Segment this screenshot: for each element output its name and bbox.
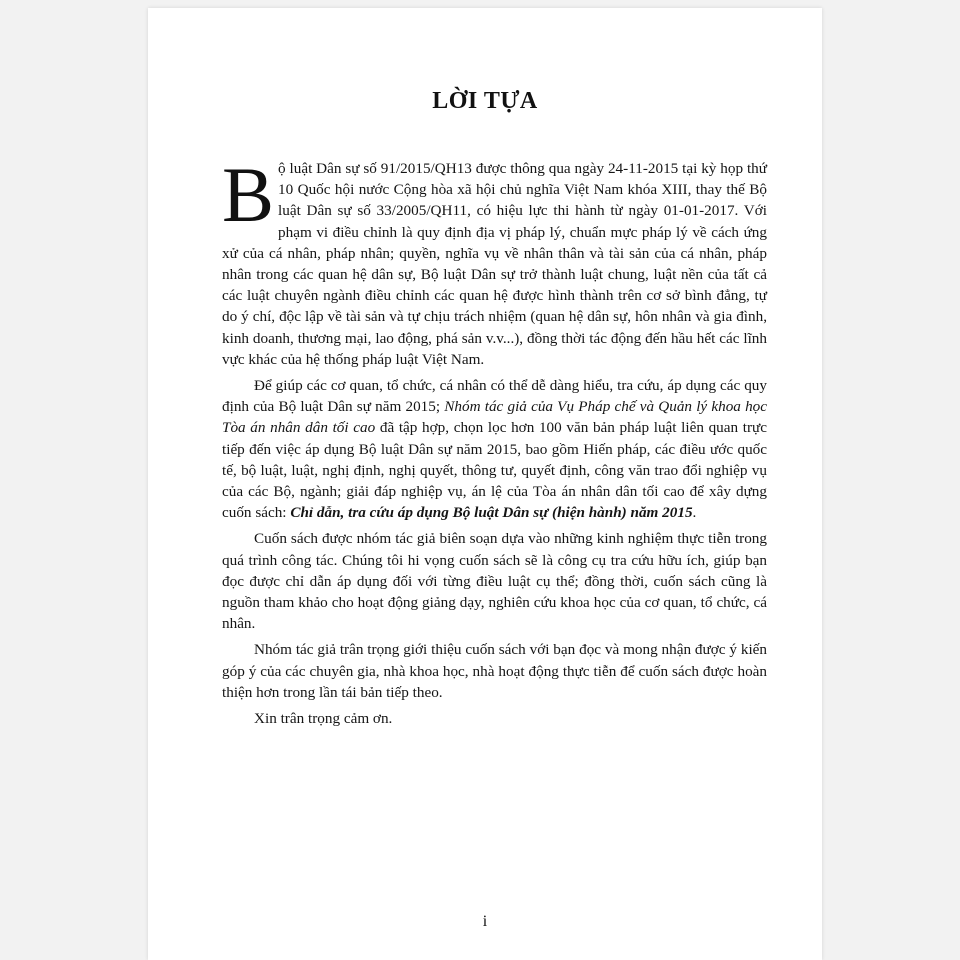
paragraph-1-text: ộ luật Dân sự số 91/2015/QH13 được thông qua ngày 24-11-2015 tại kỳ họp thứ 10 Quốc hội nước Cộng hòa xã hội chủ nghĩa Việt Nam khóa XIII, thay thế Bộ luật Dân sự số 33/2005/QH11, có hiệu lực thi hành từ ngày 01-01-2017. Với phạm vi điều chỉnh là quy định địa vị pháp lý, chuẩn mực pháp lý về cách ứng xử của cá nhân, pháp nhân; quyền, nghĩa vụ về nhân thân và tài sản của cá nhân, pháp nhân trong các quan hệ dân sự, Bộ luật Dân sự trở thành luật chung, luật nền của tất cả các luật chuyên ngành điều chỉnh các quan hệ được hình thành trên cơ sở bình đẳng, tự do ý chí, độc lập về tài sản và tự chịu trách nhiệm (quan hệ dân sự, hôn nhân và gia đình, kinh doanh, thương mại, lao động, phá sản v.v...), đồng thời tác động đến hầu hết các lĩnh vực khác của hệ thống pháp luật Việt Nam. — [222, 160, 767, 368]
paragraph-2-part-2: đã tập hợp, chọn lọc hơn 100 văn bản pháp luật liên quan trực tiếp đến việc áp dụng Bộ luật Dân sự năm 2015, bao gồm Hiến pháp, các điều ước quốc tế, bộ luật, luật, nghị định, nghị quyết, thông tư, quyết định, công văn trao đổi nghiệp vụ của các Bộ, ngành; giải đáp nghiệp vụ, án lệ của Tòa án nhân dân tối cao để xây dựng cuốn sách: — [222, 419, 767, 522]
drop-cap: B — [222, 151, 275, 238]
paragraph-2-part-3: . — [692, 504, 697, 522]
paragraph-1 — [222, 151, 767, 370]
paragraph-2 — [222, 375, 767, 523]
paragraph-5: Xin trân trọng cảm ơn. — [254, 710, 393, 728]
document-page — [148, 8, 822, 960]
paragraph-3: Cuốn sách được nhóm tác giả biên soạn dựa vào những kinh nghiệm thực tiễn trong quá trình công tác. Chúng tôi hi vọng cuốn sách sẽ là công cụ tra cứu hữu ích, giúp bạn đọc được chỉ dẫn áp dụng đối với từng điều luật cụ thể; đồng thời, cuốn sách cũng là nguồn tham khảo cho hoạt động giảng dạy, nghiên cứu khoa học của cơ quan, tổ chức, cá nhân. — [222, 530, 767, 633]
document-body — [222, 151, 767, 734]
paragraph-2-part-1: Để giúp các cơ quan, tổ chức, cá nhân có thể dễ dàng hiểu, tra cứu, áp dụng các quy định của Bộ luật Dân sự năm 2015; — [222, 377, 767, 416]
book-title: Chỉ dẫn, tra cứu áp dụng Bộ luật Dân sự (hiện hành) năm 2015 — [290, 504, 693, 522]
paragraph-2-italic: Nhóm tác giả của Vụ Pháp chế và Quản lý khoa học Tòa án nhân dân tối cao — [222, 398, 767, 437]
paragraph-4: Nhóm tác giả trân trọng giới thiệu cuốn sách với bạn đọc và mong nhận được ý kiến góp ý của các chuyên gia, nhà khoa học, nhà hoạt động thực tiễn để cuốn sách được hoàn thiện hơn trong lần tái bản tiếp theo. — [222, 641, 767, 701]
page-number: i — [482, 913, 488, 930]
page-title: LỜI TỰA — [432, 88, 538, 114]
